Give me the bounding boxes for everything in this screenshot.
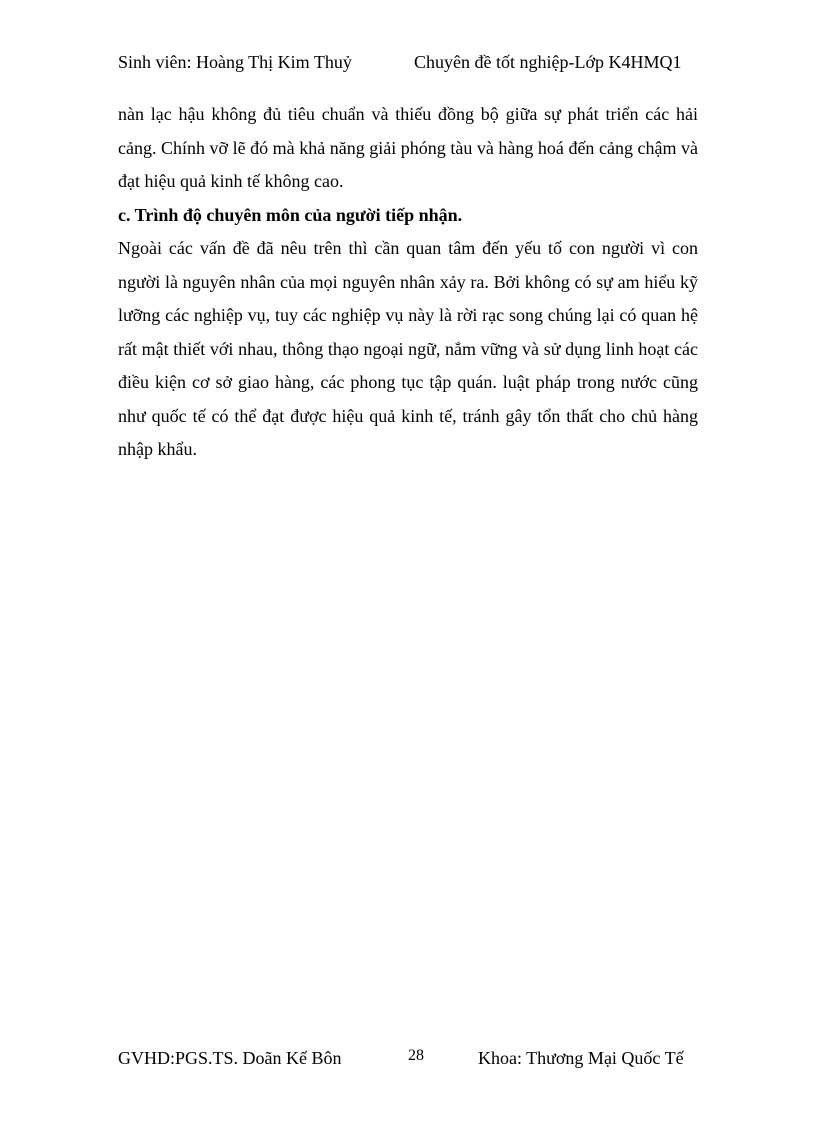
section-heading: c. Trình độ chuyên môn của người tiếp nhận.	[118, 204, 463, 225]
paragraph-2: Ngoài các vấn đề đã nêu trên thì cần quan tâm đến yếu tố con người vì con người là nguyên nhân của mọi nguyên nhân xảy ra. Bởi không có sự am hiểu kỹ lưỡng các nghiệp vụ, tuy các nghiệp vụ này là rời rạc song chúng lại có quan hệ rất mật thiết với nhau, thông thạo ngoại ngữ, nắm vững và sử dụng linh hoạt các điều kiện cơ sở giao hàng, các phong tục tập quán. luật pháp trong nước cũng như quốc tế có thể đạt được hiệu quả kinh tế, tránh gây tổn thất cho chủ hàng nhập khẩu.	[118, 238, 698, 459]
header-student: Sinh viên: Hoàng Thị Kim Thuỷ	[118, 52, 352, 72]
page-header	[118, 52, 698, 78]
page-number: 28	[408, 1047, 424, 1064]
header-thesis-title: Chuyên đề tốt nghiệp-Lớp K4HMQ1	[414, 52, 682, 72]
footer-faculty: Khoa: Thương Mại Quốc Tế	[478, 1048, 684, 1068]
page-body	[118, 98, 698, 467]
paragraph-1: nàn lạc hậu không đủ tiêu chuẩn và thiếu đồng bộ giữa sự phát triển các hải cảng. Chính vỡ lẽ đó mà khả năng giải phóng tàu và hàng hoá đến cảng chậm và đạt hiệu quả kinh tế không cao.	[118, 104, 698, 191]
page-footer	[118, 1048, 698, 1074]
footer-supervisor: GVHD:PGS.TS. Doãn Kế Bôn	[118, 1048, 342, 1068]
